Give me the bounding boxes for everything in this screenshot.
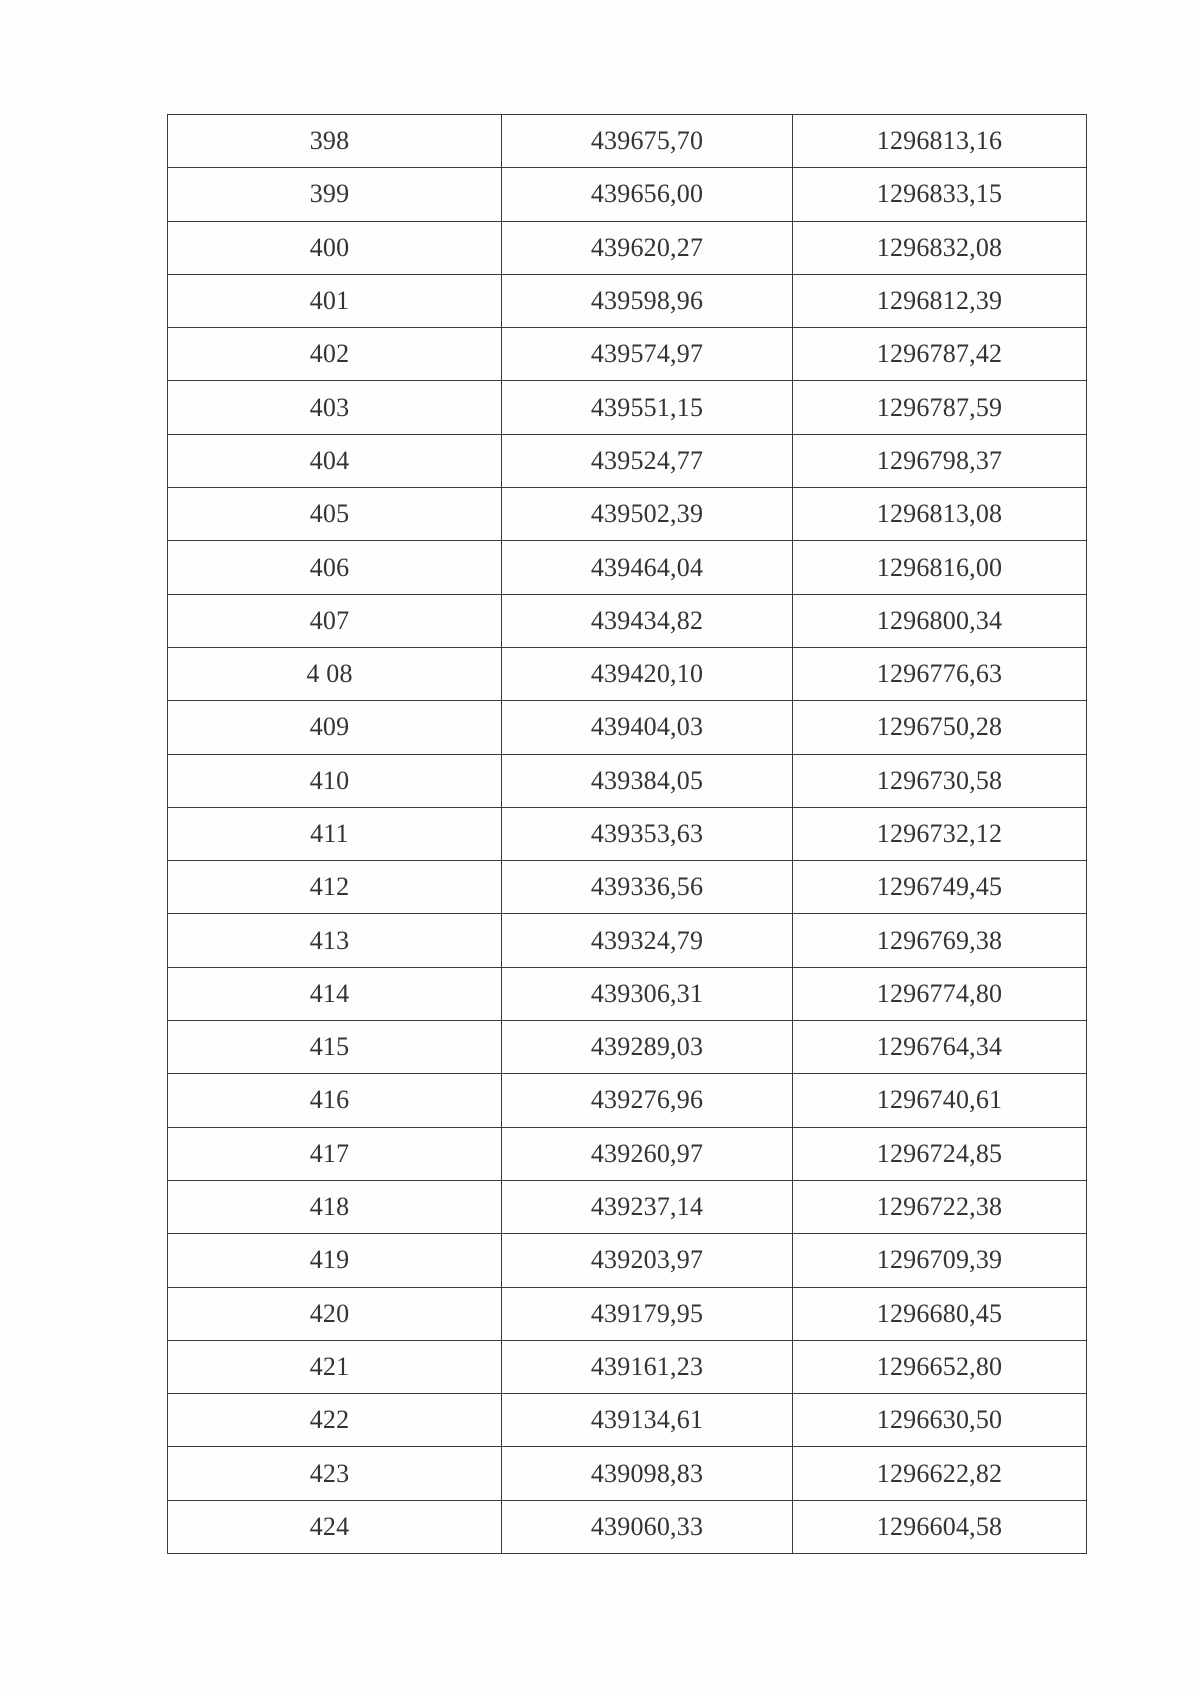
x-coordinate-cell: 439289,03 xyxy=(502,1021,793,1074)
x-coordinate-cell: 439060,33 xyxy=(502,1500,793,1553)
point-number-cell: 403 xyxy=(168,381,502,434)
point-number-cell: 417 xyxy=(168,1127,502,1180)
point-number-cell: 4 08 xyxy=(168,647,502,700)
x-coordinate-cell: 439404,03 xyxy=(502,701,793,754)
x-coordinate-cell: 439098,83 xyxy=(502,1447,793,1500)
x-coordinate-cell: 439237,14 xyxy=(502,1180,793,1233)
table-row xyxy=(168,701,1087,754)
point-number-cell: 411 xyxy=(168,807,502,860)
point-number-cell: 404 xyxy=(168,434,502,487)
table-row xyxy=(168,381,1087,434)
point-number-cell: 418 xyxy=(168,1180,502,1233)
y-coordinate-cell: 1296812,39 xyxy=(793,274,1087,327)
x-coordinate-cell: 439179,95 xyxy=(502,1287,793,1340)
y-coordinate-cell: 1296776,63 xyxy=(793,647,1087,700)
y-coordinate-cell: 1296798,37 xyxy=(793,434,1087,487)
coordinates-table-body xyxy=(168,115,1087,1554)
x-coordinate-cell: 439384,05 xyxy=(502,754,793,807)
table-row xyxy=(168,1340,1087,1393)
x-coordinate-cell: 439434,82 xyxy=(502,594,793,647)
y-coordinate-cell: 1296630,50 xyxy=(793,1394,1087,1447)
x-coordinate-cell: 439598,96 xyxy=(502,274,793,327)
y-coordinate-cell: 1296774,80 xyxy=(793,967,1087,1020)
table-row xyxy=(168,541,1087,594)
table-row xyxy=(168,328,1087,381)
x-coordinate-cell: 439306,31 xyxy=(502,967,793,1020)
table-row xyxy=(168,1287,1087,1340)
table-row xyxy=(168,274,1087,327)
y-coordinate-cell: 1296832,08 xyxy=(793,221,1087,274)
y-coordinate-cell: 1296749,45 xyxy=(793,861,1087,914)
table-row xyxy=(168,1500,1087,1553)
table-row xyxy=(168,861,1087,914)
x-coordinate-cell: 439524,77 xyxy=(502,434,793,487)
x-coordinate-cell: 439203,97 xyxy=(502,1234,793,1287)
y-coordinate-cell: 1296709,39 xyxy=(793,1234,1087,1287)
x-coordinate-cell: 439464,04 xyxy=(502,541,793,594)
x-coordinate-cell: 439502,39 xyxy=(502,488,793,541)
x-coordinate-cell: 439620,27 xyxy=(502,221,793,274)
point-number-cell: 401 xyxy=(168,274,502,327)
x-coordinate-cell: 439260,97 xyxy=(502,1127,793,1180)
y-coordinate-cell: 1296813,16 xyxy=(793,115,1087,168)
point-number-cell: 421 xyxy=(168,1340,502,1393)
y-coordinate-cell: 1296787,42 xyxy=(793,328,1087,381)
point-number-cell: 424 xyxy=(168,1500,502,1553)
table-row xyxy=(168,1021,1087,1074)
point-number-cell: 400 xyxy=(168,221,502,274)
y-coordinate-cell: 1296724,85 xyxy=(793,1127,1087,1180)
y-coordinate-cell: 1296680,45 xyxy=(793,1287,1087,1340)
point-number-cell: 405 xyxy=(168,488,502,541)
y-coordinate-cell: 1296764,34 xyxy=(793,1021,1087,1074)
table-row xyxy=(168,488,1087,541)
y-coordinate-cell: 1296833,15 xyxy=(793,168,1087,221)
y-coordinate-cell: 1296787,59 xyxy=(793,381,1087,434)
x-coordinate-cell: 439161,23 xyxy=(502,1340,793,1393)
y-coordinate-cell: 1296816,00 xyxy=(793,541,1087,594)
table-row xyxy=(168,1127,1087,1180)
y-coordinate-cell: 1296722,38 xyxy=(793,1180,1087,1233)
x-coordinate-cell: 439353,63 xyxy=(502,807,793,860)
y-coordinate-cell: 1296604,58 xyxy=(793,1500,1087,1553)
table-row xyxy=(168,221,1087,274)
y-coordinate-cell: 1296740,61 xyxy=(793,1074,1087,1127)
table-row xyxy=(168,754,1087,807)
point-number-cell: 413 xyxy=(168,914,502,967)
point-number-cell: 409 xyxy=(168,701,502,754)
table-row xyxy=(168,1180,1087,1233)
point-number-cell: 420 xyxy=(168,1287,502,1340)
y-coordinate-cell: 1296800,34 xyxy=(793,594,1087,647)
point-number-cell: 414 xyxy=(168,967,502,1020)
point-number-cell: 412 xyxy=(168,861,502,914)
point-number-cell: 419 xyxy=(168,1234,502,1287)
table-row xyxy=(168,1394,1087,1447)
point-number-cell: 423 xyxy=(168,1447,502,1500)
x-coordinate-cell: 439574,97 xyxy=(502,328,793,381)
x-coordinate-cell: 439420,10 xyxy=(502,647,793,700)
table-row xyxy=(168,967,1087,1020)
y-coordinate-cell: 1296732,12 xyxy=(793,807,1087,860)
point-number-cell: 407 xyxy=(168,594,502,647)
x-coordinate-cell: 439336,56 xyxy=(502,861,793,914)
table-row xyxy=(168,168,1087,221)
y-coordinate-cell: 1296769,38 xyxy=(793,914,1087,967)
table-row xyxy=(168,914,1087,967)
y-coordinate-cell: 1296813,08 xyxy=(793,488,1087,541)
table-row xyxy=(168,115,1087,168)
coordinates-table xyxy=(167,114,1087,1554)
y-coordinate-cell: 1296730,58 xyxy=(793,754,1087,807)
y-coordinate-cell: 1296750,28 xyxy=(793,701,1087,754)
x-coordinate-cell: 439656,00 xyxy=(502,168,793,221)
y-coordinate-cell: 1296622,82 xyxy=(793,1447,1087,1500)
x-coordinate-cell: 439324,79 xyxy=(502,914,793,967)
point-number-cell: 410 xyxy=(168,754,502,807)
point-number-cell: 399 xyxy=(168,168,502,221)
table-row xyxy=(168,647,1087,700)
point-number-cell: 416 xyxy=(168,1074,502,1127)
point-number-cell: 415 xyxy=(168,1021,502,1074)
point-number-cell: 402 xyxy=(168,328,502,381)
point-number-cell: 406 xyxy=(168,541,502,594)
x-coordinate-cell: 439675,70 xyxy=(502,115,793,168)
point-number-cell: 398 xyxy=(168,115,502,168)
x-coordinate-cell: 439134,61 xyxy=(502,1394,793,1447)
table-row xyxy=(168,1234,1087,1287)
table-row xyxy=(168,807,1087,860)
table-row xyxy=(168,594,1087,647)
table-row xyxy=(168,1447,1087,1500)
table-row xyxy=(168,1074,1087,1127)
table-row xyxy=(168,434,1087,487)
y-coordinate-cell: 1296652,80 xyxy=(793,1340,1087,1393)
x-coordinate-cell: 439276,96 xyxy=(502,1074,793,1127)
x-coordinate-cell: 439551,15 xyxy=(502,381,793,434)
point-number-cell: 422 xyxy=(168,1394,502,1447)
